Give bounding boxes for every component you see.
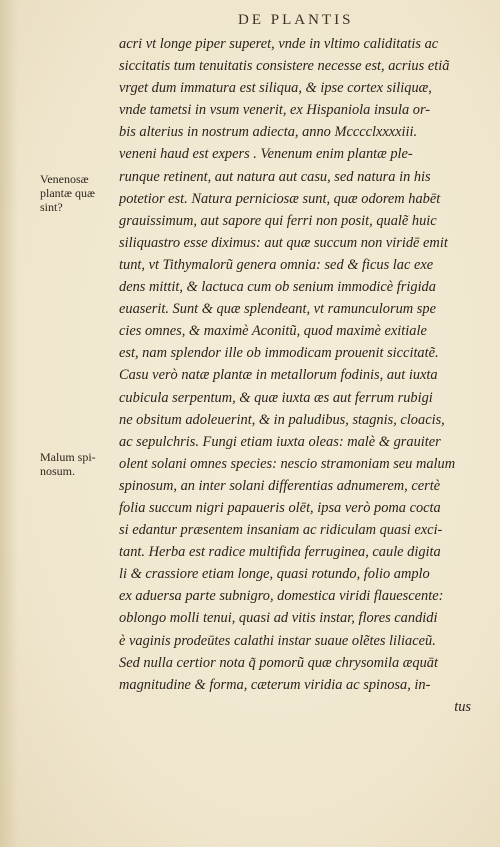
margin-note-line: nosum. (40, 464, 76, 478)
text-line: vnde tametsi in vsum venerit, ex Hispaniola insula or- (119, 102, 431, 119)
text-line: acri vt longe piper superet, vnde in vltimo caliditatis ac (119, 36, 439, 52)
text-line: ac sepulchris. Fungi etiam iuxta oleas: malè & grauiter (119, 433, 441, 450)
text-line: folia succum nigri papaueris olēt, ipsa verò poma cocta (119, 499, 441, 516)
text-line: cies omnes, & maximè Aconitũ, quod maximè exitiale (119, 323, 427, 340)
text-line: runque retinent, aut natura aut casu, sed natura in his (119, 168, 431, 185)
text-line: è vaginis prodeūtes calathi instar suaue olẽtes liliaceũ. (119, 632, 436, 649)
text-line: bis alterius in nostrum adiecta, anno Mcccclxxxxiii. (119, 124, 418, 141)
margin-note-malum-spinosum (40, 450, 120, 478)
text-line: est, nam splendor ille ob immodicam prouenit siccitatẽ. (119, 345, 439, 362)
margin-note-line: Venenosæ (40, 172, 89, 186)
text-line: dens mittit, & lactuca cum ob senium immodicè frigida (119, 279, 436, 296)
text-line: veneni haud est expers . Venenum enim plantæ ple- (119, 146, 413, 163)
text-line: Sed nulla certior nota q̃ pomorũ quæ chrysomila æquāt (119, 654, 438, 671)
text-line: vrget dum immatura est siliqua, & ipse cortex siliquæ, (119, 80, 432, 97)
text-line: oblongo molli tenui, quasi ad vitis instar, flores candidi (119, 610, 438, 627)
text-line: siliquastro esse diximus: aut quæ succum non viridē emit (119, 234, 448, 251)
text-line: grauissimum, aut sapore qui ferri non posit, qualẽ huic (119, 212, 437, 229)
text-line: potetior est. Natura perniciosæ sunt, quæ odorem habēt (119, 190, 441, 207)
text-line: Casu verò natæ plantæ in metallorum fodinis, aut iuxta (119, 367, 438, 384)
text-line: spinosum, an inter solani differentias adnumerem, certè (119, 477, 441, 494)
text-line: siccitatis tum tenuitatis consistere necesse est, acrius etiã (119, 58, 450, 75)
body-text-column (119, 33, 487, 718)
running-header: DE PLANTIS (238, 12, 354, 28)
margin-note-line: sint? (40, 200, 63, 214)
text-line: ne obsitum adoleuerint, & in paludibus, stagnis, cloacis, (119, 411, 445, 428)
text-line: li & crassiore etiam longe, quasi rotundo, folio amplo (119, 566, 430, 583)
text-line: olent solani omnes species: nescio stramoniam seu malum (119, 455, 456, 472)
margin-note-line: plantæ quæ (40, 186, 96, 200)
text-line: euaserit. Sunt & quæ splendeant, vt ramunculorum spe (119, 301, 436, 318)
margin-note-line: Malum spi- (40, 450, 96, 464)
text-line: ex aduersa parte subnigro, domestica viridi flauescente: (119, 588, 444, 605)
text-line: tant. Herba est radice multifida ferruginea, caule digita (119, 544, 441, 561)
margin-note-venenosae (40, 172, 120, 214)
text-line: tunt, vt Tithymalorũ genera omnia: sed & ficus lac exe (119, 256, 434, 273)
text-line: magnitudine & forma, cæterum viridia ac spinosa, in- (119, 676, 431, 693)
page-gutter-shadow (0, 0, 18, 847)
text-line: si edantur præsentem insaniam ac ridiculam quasi exci- (119, 522, 443, 539)
text-line: tus (454, 698, 471, 715)
text-line: cubicula serpentum, & quæ iuxta æs aut ferrum rubigi (119, 389, 433, 406)
